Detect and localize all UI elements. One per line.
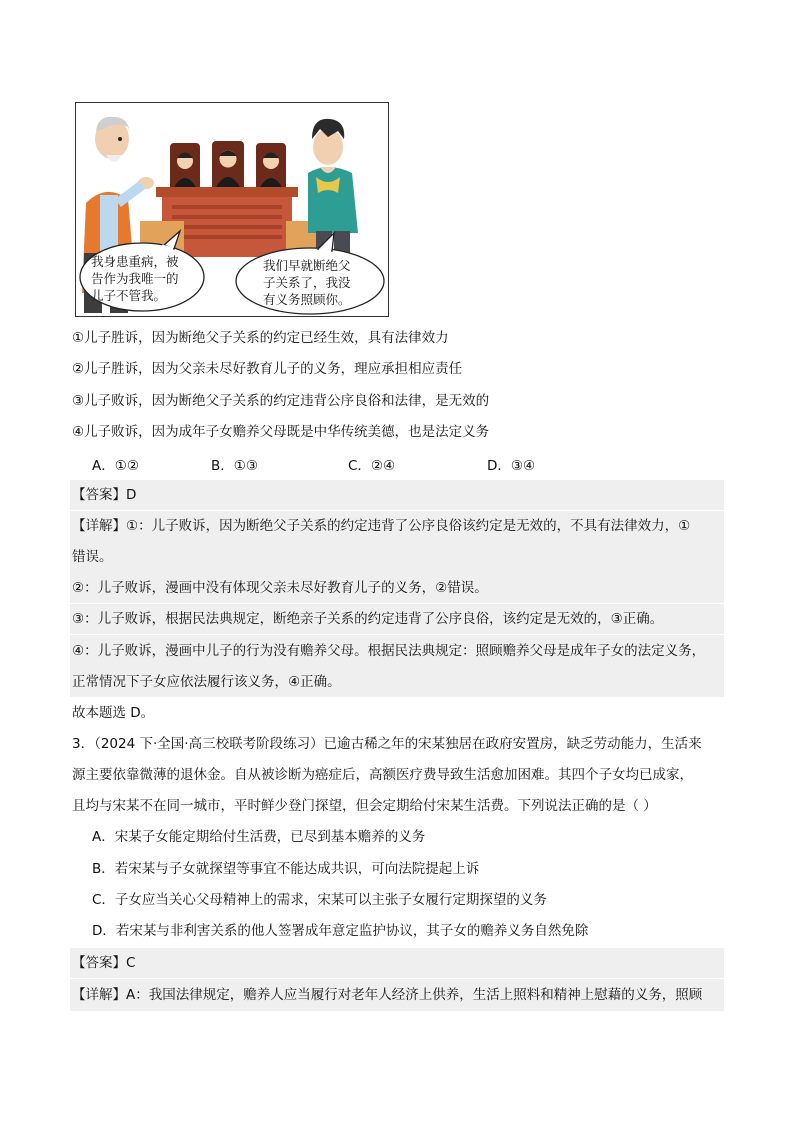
q2-detail-line: ③：儿子败诉，根据民法典规定，断绝亲子关系的约定违背了公序良俗，该约定是无效的，③正确。 [72,611,664,627]
q3-option-d: D．若宋某与非利害关系的他人签署成年意定监护协议，其子女的赡养义务自然免除 [92,923,589,939]
q3-option-b: B．若宋某与子女就探望等事宜不能达成共识，可向法院提起上诉 [92,861,480,877]
q2-conclusion: 故本题选 D。 [72,705,155,721]
option-d: D．③④ [487,458,536,474]
q3-stem-line: 3．（2024 下·全国·高三校联考阶段练习）已逾古稀之年的宋某独居在政府安置房，缺乏劳动能力，生活来 [72,736,702,752]
q3-option-a: A．宋某子女能定期给付生活费，已尽到基本赡养的义务 [92,829,426,845]
q3-stem-line: 且均与宋某不在同一城市，平时鲜少登门探望，但会定期给付宋某生活费。下列说法正确的是（ ） [72,798,657,814]
son-speech-line: 我们早就断绝父 [263,258,351,273]
son-speech-line: 有义务照顾你。 [263,292,351,307]
q2-answer: 【答案】D [72,487,137,503]
son-speech-text [263,257,351,308]
father-speech-text [91,253,179,304]
option-c: C．②④ [348,458,396,474]
father-speech-line: 我身患重病，被 [91,254,179,269]
courtroom-cartoon [75,102,389,317]
q2-detail-line: ②：儿子败诉，漫画中没有体现父亲未尽好教育儿子的义务，②错误。 [72,580,488,596]
q2-detail-line: 错误。 [72,549,113,565]
option-a: A．①② [92,458,139,474]
q2-detail-line: 正常情况下子女应依法履行该义务，④正确。 [72,674,341,690]
answer-shade [70,480,724,511]
son-speech-line: 子关系了，我没 [263,275,351,290]
father-speech-line: 儿子不管我。 [91,288,167,303]
statement-2: ②儿子胜诉，因为父亲未尽好教育儿子的义务，理应承担相应责任 [72,361,463,377]
q2-detail-line: ④：儿子败诉，漫画中儿子的行为没有赡养父母。根据民法典规定：照顾赡养父母是成年子女的法定义务， [72,643,706,659]
father-speech-line: 告作为我唯一的 [91,271,179,286]
q3-detail: 【详解】A：我国法律规定，赡养人应当履行对老年人经济上供养，生活上照料和精神上慰藉的义务，照顾 [72,987,703,1003]
q3-option-c: C．子女应当关心父母精神上的需求，宋某可以主张子女履行定期探望的义务 [92,892,547,908]
q3-answer: 【答案】C [72,955,136,971]
answer-shade [70,948,724,979]
statement-3: ③儿子败诉，因为断绝父子关系的约定违背公序良俗和法律，是无效的 [72,393,490,409]
q3-stem-line: 源主要依靠微薄的退休金。自从被诊断为癌症后，高额医疗费导致生活愈加困难。其四个子女均已成家， [72,767,693,783]
option-b: B．①③ [211,458,258,474]
statement-4: ④儿子败诉，因为成年子女赡养父母既是中华传统美德，也是法定义务 [72,424,490,440]
statement-1: ①儿子胜诉，因为断绝父子关系的约定已经生效，具有法律效力 [72,330,449,346]
q2-detail-line: 【详解】①：儿子败诉，因为断绝父子关系的约定违背了公序良俗该约定是无效的，不具有法律效力，① [72,518,691,534]
